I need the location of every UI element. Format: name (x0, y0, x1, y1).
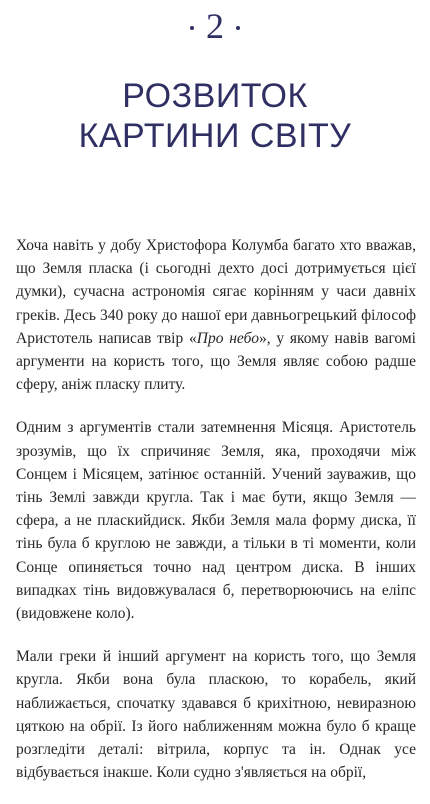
paragraph-3: Мали греки й інший аргумент на користь того, що Земля кругла. Якби вона була пласкою, то корабель, який наближається, спочатку здавався б крихітною, невиразною цяткою на обрії. Із його наближенням можна було б краще розгледіти деталі: вітрила, корпус та ін. Однак усе відбувається інакше. Коли судно з'являється на обрії, (16, 648, 416, 782)
body-text (16, 234, 416, 804)
paragraph-1-text-end: », у якому навів вагомі аргументи на користь того, що Земля являє собою радше сферу, аніж пласку плиту. (16, 329, 416, 394)
left-dot-ornament (190, 26, 194, 30)
chapter-title (0, 76, 430, 156)
chapter-number-heading (0, 6, 430, 46)
paragraph-2: Одним з аргументів стали затемнення Місяця. Аристотель зрозумів, що їх спричиняє Земля, яка, проходячи між Сонцем і Місяцем, затінює останній. Учений зауважив, що тінь Землі завжди кругла. Так і має бути, якщо Земля — сфера, а не пласкийдиск. Якби Земля мала форму диска, її тінь була б круглою не завжди, а тільки в ті моменти, коли Сонце опиняється точно над центром диска. В інших випадках тінь видовжувалася б, перетворюючись на еліпс (видовжене коло). (16, 419, 416, 623)
paragraph-1 (16, 234, 416, 396)
chapter-title-line-1: РОЗВИТОК (122, 77, 308, 115)
right-dot-ornament (236, 26, 240, 30)
paragraph-1-text-start: Хоча навіть у добу Христофора Колумба багато хто вважав, що Земля пласка (і сьогодні дехто досі дотримується цієї думки), сучасна астрономія сягає корінням у часи давніх греків. Десь 340 року до нашої ери давньогрецький філософ Аристотель написав твір « (16, 237, 416, 347)
book-title-italic: Про небо (196, 329, 259, 347)
chapter-title-line-2: КАРТИНИ СВІТУ (78, 117, 352, 155)
chapter-number: 2 (206, 6, 224, 46)
